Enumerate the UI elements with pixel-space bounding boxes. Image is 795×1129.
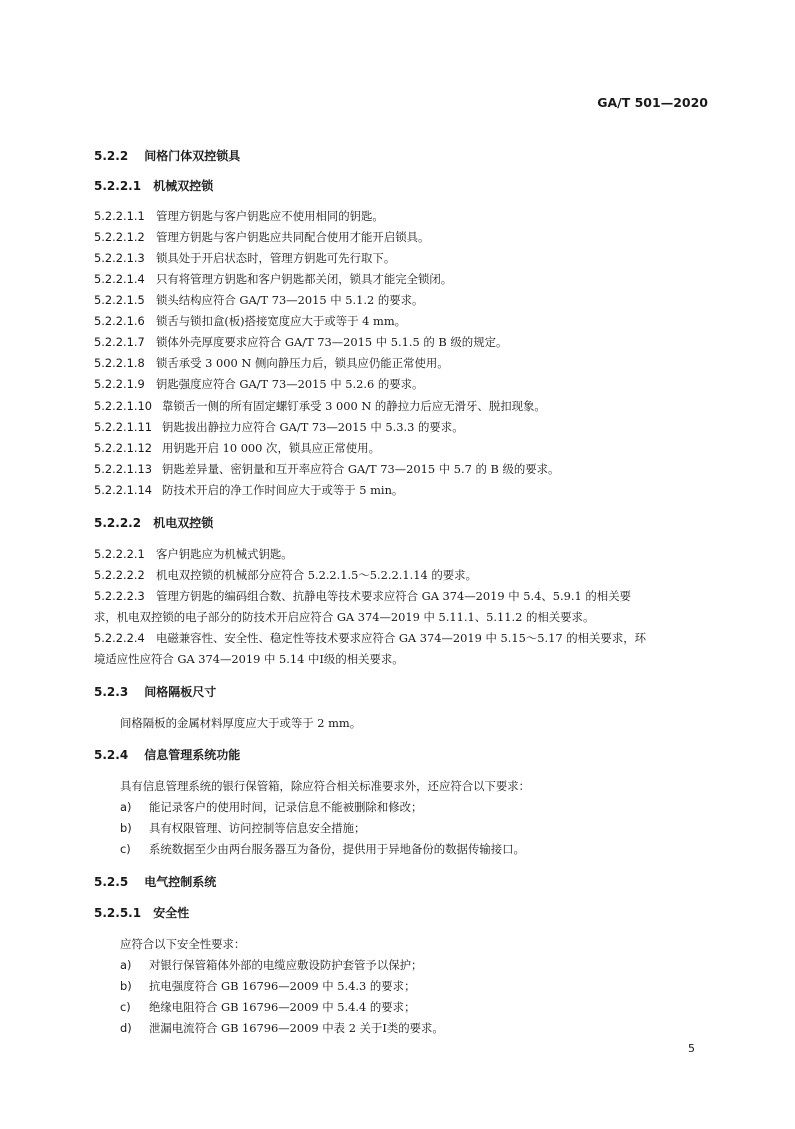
list-marker: c) [120, 842, 131, 856]
clause-text: 机电双控锁的机械部分应符合 5.2.2.1.5～5.2.2.1.14 的要求。 [156, 568, 477, 582]
section-number: 5.2.2.1 [94, 179, 142, 193]
clause-text: 钥匙差异量、密钥量和互开率应符合 GA/T 73—2015 中 5.7 的 B 级的要求。 [162, 462, 560, 476]
clause-number: 5.2.2.1.6 [94, 314, 145, 328]
section-heading-5-2-5-1 [94, 905, 189, 921]
list-text: 泄漏电流符合 GB 16796—2009 中表 2 关于Ⅰ类的要求。 [149, 1021, 444, 1035]
clause-text: 锁舌与锁扣盒(板)搭接宽度应大于或等于 4 mm。 [156, 314, 407, 328]
clause [94, 250, 395, 266]
clause-number: 5.2.2.1.9 [94, 377, 145, 391]
page-number: 5 [688, 1042, 695, 1055]
clause-text: 用钥匙开启 10 000 次，锁具应正常使用。 [162, 441, 380, 455]
clause [94, 461, 559, 477]
clause-text: 管理方钥匙与客户钥匙应共同配合使用才能开启锁具。 [156, 230, 430, 244]
section-title: 安全性 [153, 906, 190, 920]
list-text: 能记录客户的使用时间，记录信息不能被删除和修改； [149, 800, 423, 814]
clause-text: 管理方钥匙与客户钥匙应不使用相同的钥匙。 [156, 209, 384, 223]
list-marker: a) [120, 958, 132, 972]
section-number: 5.2.5 [94, 875, 129, 889]
clause-number: 5.2.2.1.1 [94, 209, 145, 223]
section-heading-5-2-4 [94, 747, 240, 763]
list-marker: a) [120, 800, 132, 814]
list-marker: c) [120, 1000, 131, 1014]
section-title: 电气控制系统 [144, 875, 217, 889]
clause-text: 客户钥匙应为机械式钥匙。 [156, 547, 293, 561]
list-item [120, 1020, 444, 1036]
paragraph: 具有信息管理系统的银行保管箱，除应符合相关标准要求外，还应符合以下要求： [120, 779, 531, 793]
list-item [120, 957, 422, 973]
clause [94, 419, 464, 435]
list-text: 系统数据至少由两台服务器互为备份，提供用于异地备份的数据传输接口。 [149, 842, 525, 856]
clause [94, 292, 423, 308]
clause [94, 567, 477, 583]
section-title: 间格隔板尺寸 [144, 685, 217, 699]
clause-number: 5.2.2.2.2 [94, 568, 145, 582]
section-heading-5-2-5 [94, 874, 216, 890]
paragraph: 应符合以下安全性要求： [120, 937, 246, 951]
clause-text: 锁头结构应符合 GA/T 73—2015 中 5.1.2 的要求。 [156, 293, 424, 307]
list-item [120, 978, 415, 994]
clause-text: 只有将管理方钥匙和客户钥匙都关闭，锁具才能完全锁闭。 [156, 272, 453, 286]
list-marker: b) [120, 821, 132, 835]
clause-number: 5.2.2.2.4 [94, 631, 145, 645]
list-text: 对银行保管箱体外部的电缆应敷设防护套管予以保护； [149, 958, 423, 972]
clause [94, 229, 429, 245]
list-text: 绝缘电阻符合 GB 16796—2009 中 5.4.4 的要求； [149, 1000, 416, 1014]
clause [94, 271, 452, 287]
clause-continuation: 求，机电双控锁的电子部分的防技术开启应符合 GA 374—2019 中 5.11.1、5.11.2 的相关要求。 [94, 610, 595, 624]
list-item [120, 999, 415, 1015]
list-item [120, 820, 365, 836]
clause-continuation: 境适应性应符合 GA 374—2019 中 5.14 中Ⅰ级的相关要求。 [94, 652, 404, 666]
clause-number: 5.2.2.1.10 [94, 399, 152, 413]
clause-text: 锁具处于开启状态时，管理方钥匙可先行取下。 [156, 251, 396, 265]
section-title: 间格门体双控锁具 [144, 149, 241, 163]
clause-number: 5.2.2.1.5 [94, 293, 145, 307]
clause [94, 334, 507, 350]
section-title: 信息管理系统功能 [144, 748, 241, 762]
section-number: 5.2.4 [94, 748, 129, 762]
clause-number: 5.2.2.2.1 [94, 547, 145, 561]
standard-code: GA/T 501—2020 [597, 95, 708, 110]
clause [94, 355, 449, 371]
section-heading-5-2-2-1 [94, 178, 213, 194]
clause-text: 钥匙强度应符合 GA/T 73—2015 中 5.2.6 的要求。 [156, 377, 424, 391]
clause-number: 5.2.2.1.4 [94, 272, 145, 286]
list-marker: b) [120, 979, 132, 993]
list-text: 具有权限管理、访问控制等信息安全措施； [149, 821, 366, 835]
list-marker: d) [120, 1021, 132, 1035]
section-number: 5.2.3 [94, 685, 129, 699]
list-item [120, 841, 525, 857]
clause-number: 5.2.2.1.13 [94, 462, 152, 476]
section-title: 机械双控锁 [153, 179, 214, 193]
section-number: 5.2.2.2 [94, 516, 142, 530]
list-text: 抗电强度符合 GB 16796—2009 中 5.4.3 的要求； [149, 979, 416, 993]
clause-text: 锁舌承受 3 000 N 侧向静压力后，锁具应仍能正常使用。 [156, 356, 449, 370]
clause [94, 398, 546, 414]
clause-number: 5.2.2.1.7 [94, 335, 145, 349]
clause-number: 5.2.2.1.3 [94, 251, 145, 265]
clause-number: 5.2.2.1.2 [94, 230, 145, 244]
clause [94, 482, 403, 498]
clause-number: 5.2.2.1.12 [94, 441, 152, 455]
clause [94, 546, 293, 562]
clause [94, 588, 631, 604]
clause [94, 313, 406, 329]
clause [94, 630, 646, 646]
clause-text: 管理方钥匙的编码组合数、抗静电等技术要求应符合 GA 374—2019 中 5.4、5.9.1 的相关要 [156, 589, 631, 603]
clause [94, 440, 380, 456]
section-number: 5.2.5.1 [94, 906, 142, 920]
section-heading-5-2-2 [94, 148, 240, 164]
clause-number: 5.2.2.1.8 [94, 356, 145, 370]
section-heading-5-2-2-2 [94, 515, 213, 531]
clause [94, 208, 384, 224]
clause-text: 靠锁舌一侧的所有固定螺钉承受 3 000 N 的静拉力后应无滑牙、脱扣现象。 [162, 399, 546, 413]
clause-number: 5.2.2.2.3 [94, 589, 145, 603]
section-title: 机电双控锁 [153, 516, 214, 530]
clause [94, 376, 423, 392]
clause-number: 5.2.2.1.14 [94, 483, 152, 497]
clause-number: 5.2.2.1.11 [94, 420, 152, 434]
paragraph: 间格隔板的金属材料厚度应大于或等于 2 mm。 [120, 716, 362, 730]
section-heading-5-2-3 [94, 684, 216, 700]
clause-text: 电磁兼容性、安全性、稳定性等技术要求应符合 GA 374—2019 中 5.15～5.17 的相关要求，环 [156, 631, 646, 645]
clause-text: 防技术开启的净工作时间应大于或等于 5 min。 [162, 483, 404, 497]
clause-text: 锁体外壳厚度要求应符合 GA/T 73—2015 中 5.1.5 的 B 级的规定。 [156, 335, 508, 349]
list-item [120, 799, 422, 815]
section-number: 5.2.2 [94, 149, 129, 163]
clause-text: 钥匙拔出静拉力应符合 GA/T 73—2015 中 5.3.3 的要求。 [162, 420, 464, 434]
